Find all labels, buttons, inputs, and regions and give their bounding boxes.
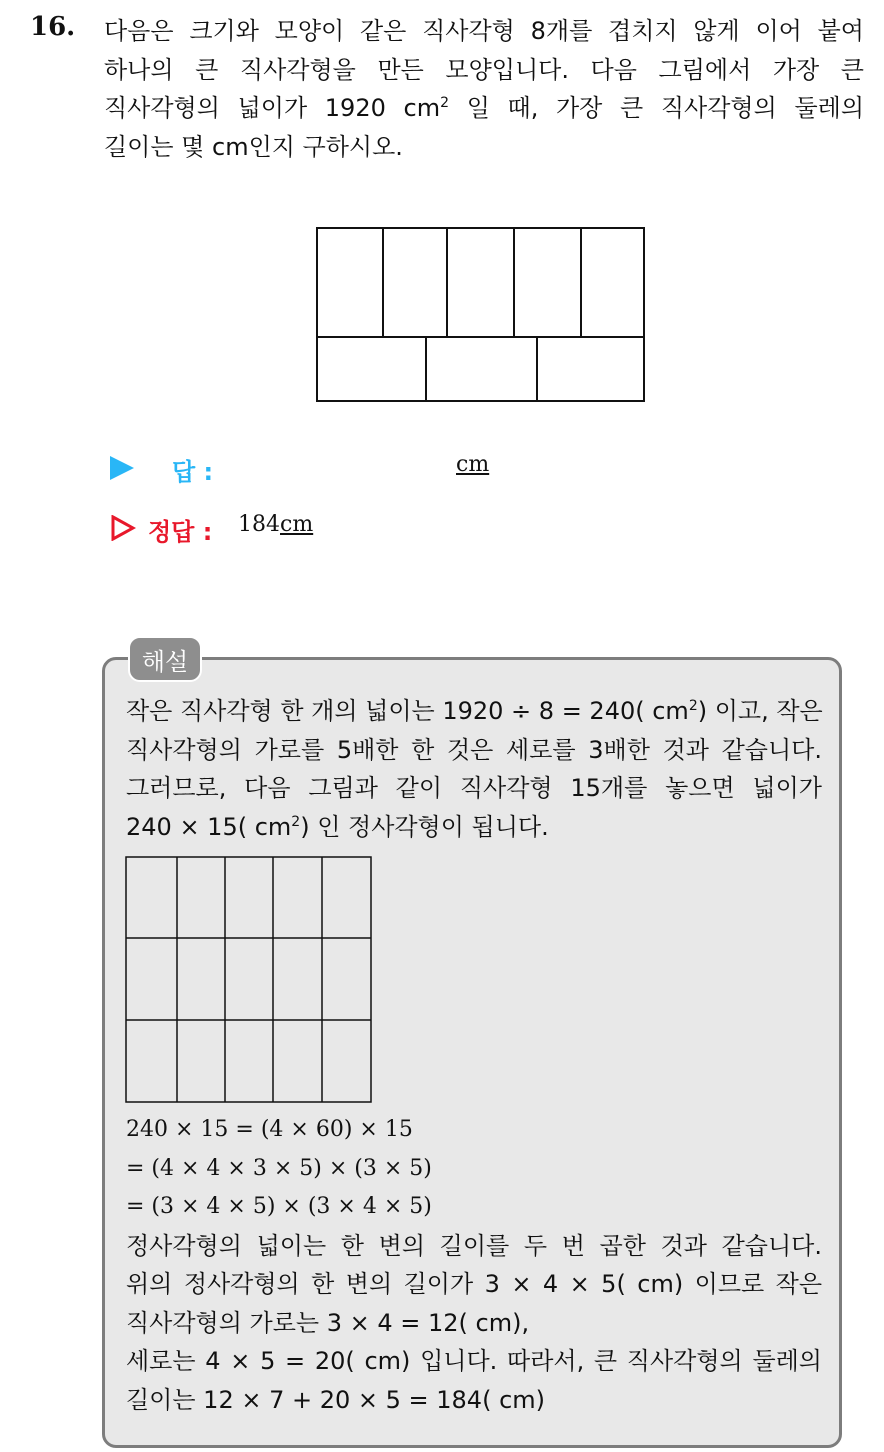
solution-equation: = (3 × 4 × 5) × (3 × 4 × 5) — [126, 1194, 432, 1219]
superscript: 2 — [291, 813, 301, 830]
answer-key-unit: cm — [280, 512, 314, 537]
question-line-start: 직사각형의 넓이가 1920 cm — [104, 94, 441, 122]
question-line: 다음은 크기와 모양이 같은 직사각형 8개를 겹치지 않게 이어 붙여 — [104, 17, 864, 45]
solution-line: 세로는 4 × 5 = 20( cm) 입니다. 따라서, 큰 직사각형의 둘레의 — [126, 1347, 822, 1375]
solution-line — [126, 808, 826, 847]
solution-tag: 해설 — [128, 636, 202, 682]
solution-line: 직사각형의 가로는 3 × 4 = 12( cm), — [126, 1308, 530, 1337]
solution-line: 그러므로, 다음 그림과 같이 직사각형 15개를 놓으면 넓이가 — [126, 774, 822, 802]
solution-line-end: ) 이고, 작은 — [697, 697, 823, 725]
solution-equation: = (4 × 4 × 3 × 5) × (3 × 5) — [126, 1155, 432, 1181]
solution-line-start: 작은 직사각형 한 개의 넓이는 1920 ÷ 8 = 240( cm — [126, 697, 689, 725]
answer-key-number: 184 — [238, 512, 280, 537]
solution-paragraph-1 — [126, 692, 826, 846]
solution-line-start: 240 × 15( cm — [126, 812, 292, 841]
solution-equation: 240 × 15 = (4 × 60) × 15 — [126, 1117, 413, 1142]
answer-label: 답 : — [172, 458, 214, 486]
rectangle-figure — [316, 227, 646, 403]
superscript: 2 — [440, 95, 450, 111]
square-grid-figure — [125, 856, 373, 1104]
question-line: 길이는 몇 cm인지 구하시오. — [104, 132, 403, 161]
solution-line: 정사각형의 넓이는 한 변의 길이를 두 번 곱한 것과 같습니다. — [126, 1231, 822, 1260]
superscript: 2 — [688, 698, 698, 714]
question-line: 하나의 큰 직사각형을 만든 모양입니다. 다음 그림에서 가장 큰 — [104, 55, 864, 84]
solution-line: 위의 정사각형의 한 변의 길이가 3 × 4 × 5( cm) 이므로 작은 — [126, 1270, 822, 1298]
question-line — [104, 89, 864, 128]
solution-line: 직사각형의 가로를 5배한 한 것은 세로를 3배한 것과 같습니다. — [126, 735, 822, 764]
answer-key-label: 정답 : — [148, 518, 213, 546]
question-line-end: 일 때, 가장 큰 직사각형의 둘레의 — [449, 94, 865, 122]
answer-unit: cm — [456, 452, 490, 477]
play-triangle-icon — [110, 456, 134, 480]
solution-line — [126, 692, 822, 731]
solution-line: 길이는 12 × 7 + 20 × 5 = 184( cm) — [126, 1385, 546, 1414]
answer-key-value — [238, 512, 313, 537]
question-text — [104, 12, 864, 166]
solution-paragraph-2 — [126, 1111, 826, 1419]
outline-triangle-icon — [110, 515, 136, 541]
outer-rectangle — [317, 228, 644, 401]
grid-outer — [126, 857, 371, 1102]
solution-line-end: ) 인 정사각형이 됩니다. — [300, 812, 549, 841]
question-number: 16. — [30, 12, 76, 42]
